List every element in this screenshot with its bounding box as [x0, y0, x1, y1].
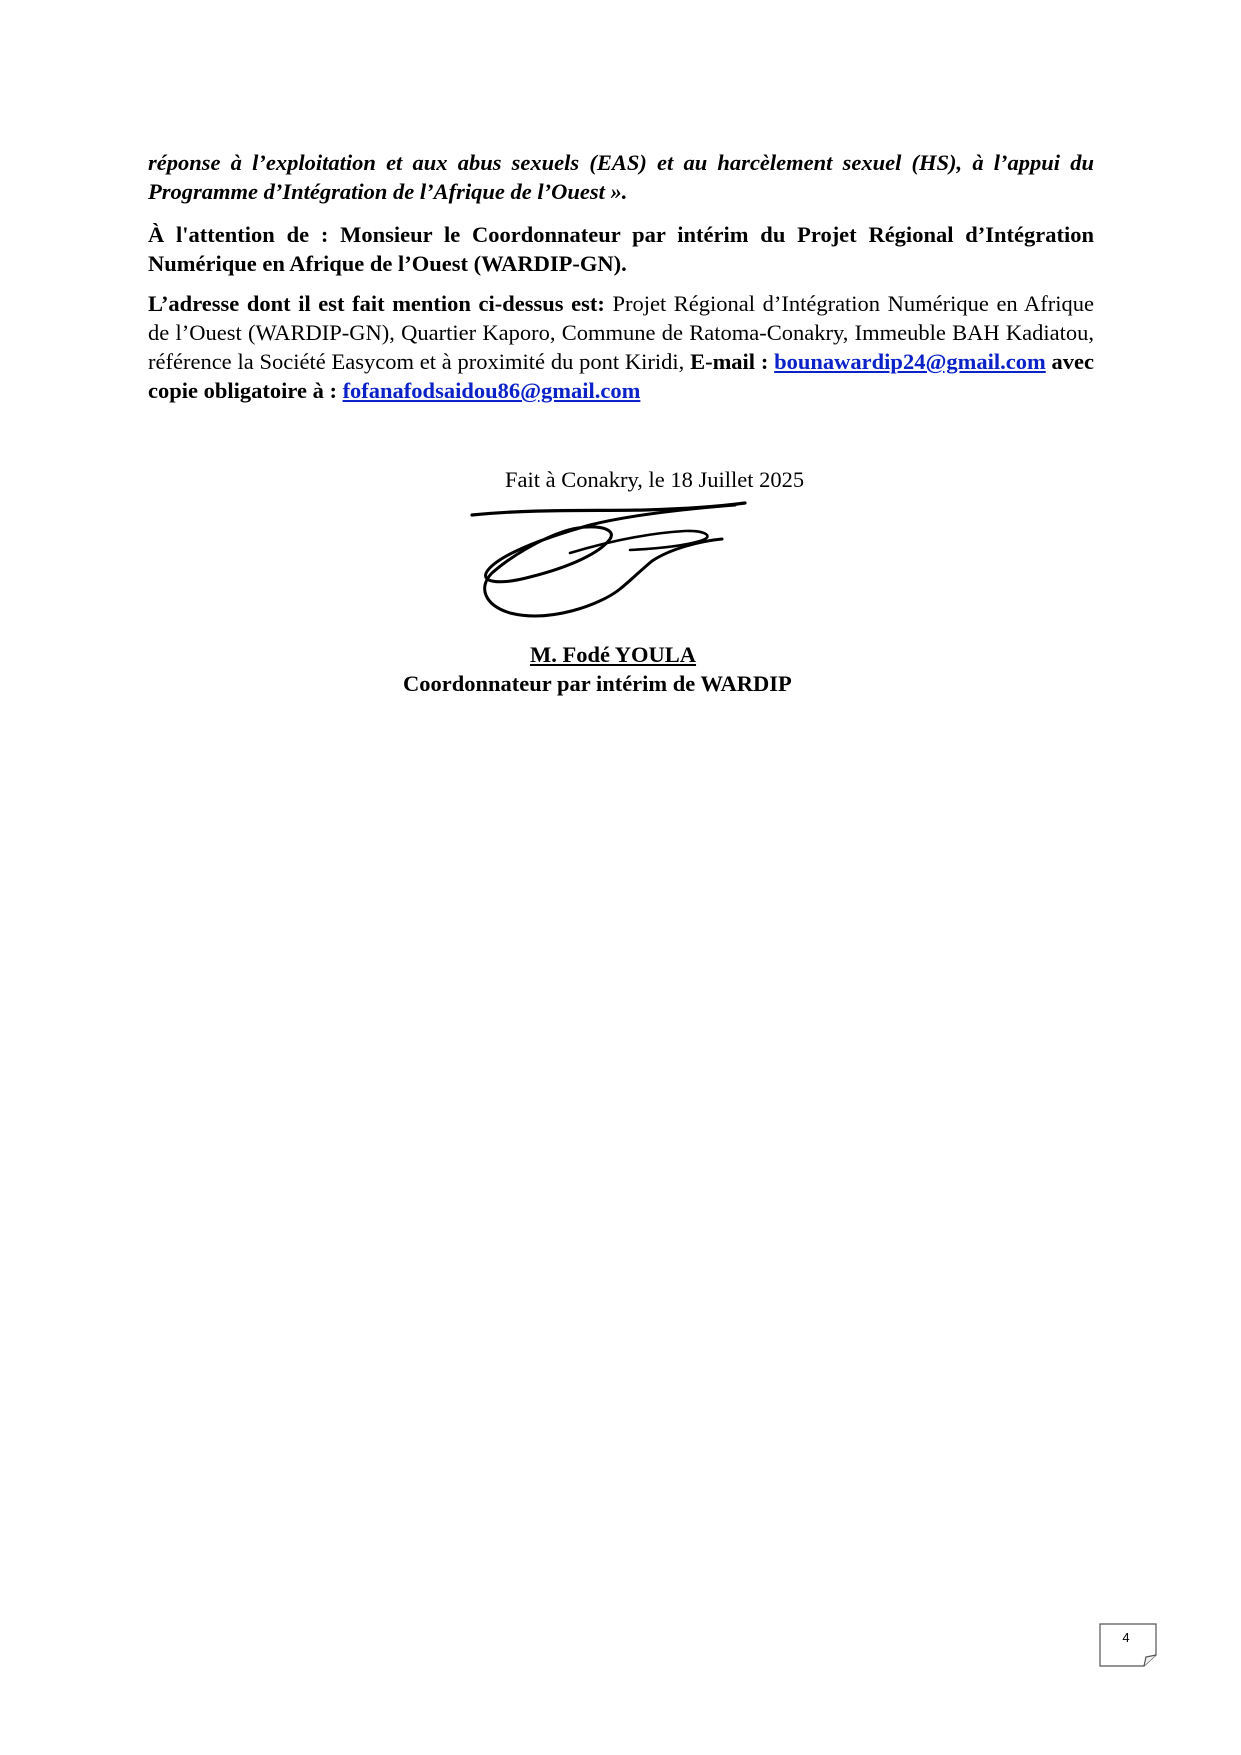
copy-email-link[interactable]: fofanafodsaidou86@gmail.com [342, 378, 641, 403]
place-and-date: Fait à Conakry, le 18 Juillet 2025 [505, 467, 805, 492]
address-paragraph [148, 289, 1094, 405]
address-label: L’adresse dont il est fait mention ci-dessus est: [148, 291, 605, 316]
copy-label: avec copie obligatoire à : [148, 349, 1095, 403]
address-text: Projet Régional d’Intégration Numérique en Afrique de l’Ouest (WARDIP-GN), Quartier Kaporo, Commune de Ratoma-Conakry, Immeuble BAH Kadiatou, référence la Société Easycom et à proximité du pont Kiridi, [148, 291, 1094, 374]
primary-email-link[interactable]: bounawardip24@gmail.com [774, 349, 1046, 374]
attention-paragraph: À l'attention de : Monsieur le Coordonnateur par intérim du Projet Régional d’Intégration Numérique en Afrique de l’Ouest (WARDIP-GN). [148, 222, 1094, 276]
handwritten-signature [470, 495, 790, 625]
signatory-title: Coordonnateur par intérim de WARDIP [403, 671, 792, 696]
email-label: E-mail : [690, 349, 769, 374]
page-number: 4 [1122, 1630, 1130, 1645]
subject-continuation-paragraph: réponse à l’exploitation et aux abus sexuels (EAS) et au harcèlement sexuel (HS), à l’appui du Programme d’Intégration de l’Afrique de l’Ouest ». [148, 150, 1094, 204]
signatory-name: M. Fodé YOULA [530, 642, 697, 667]
